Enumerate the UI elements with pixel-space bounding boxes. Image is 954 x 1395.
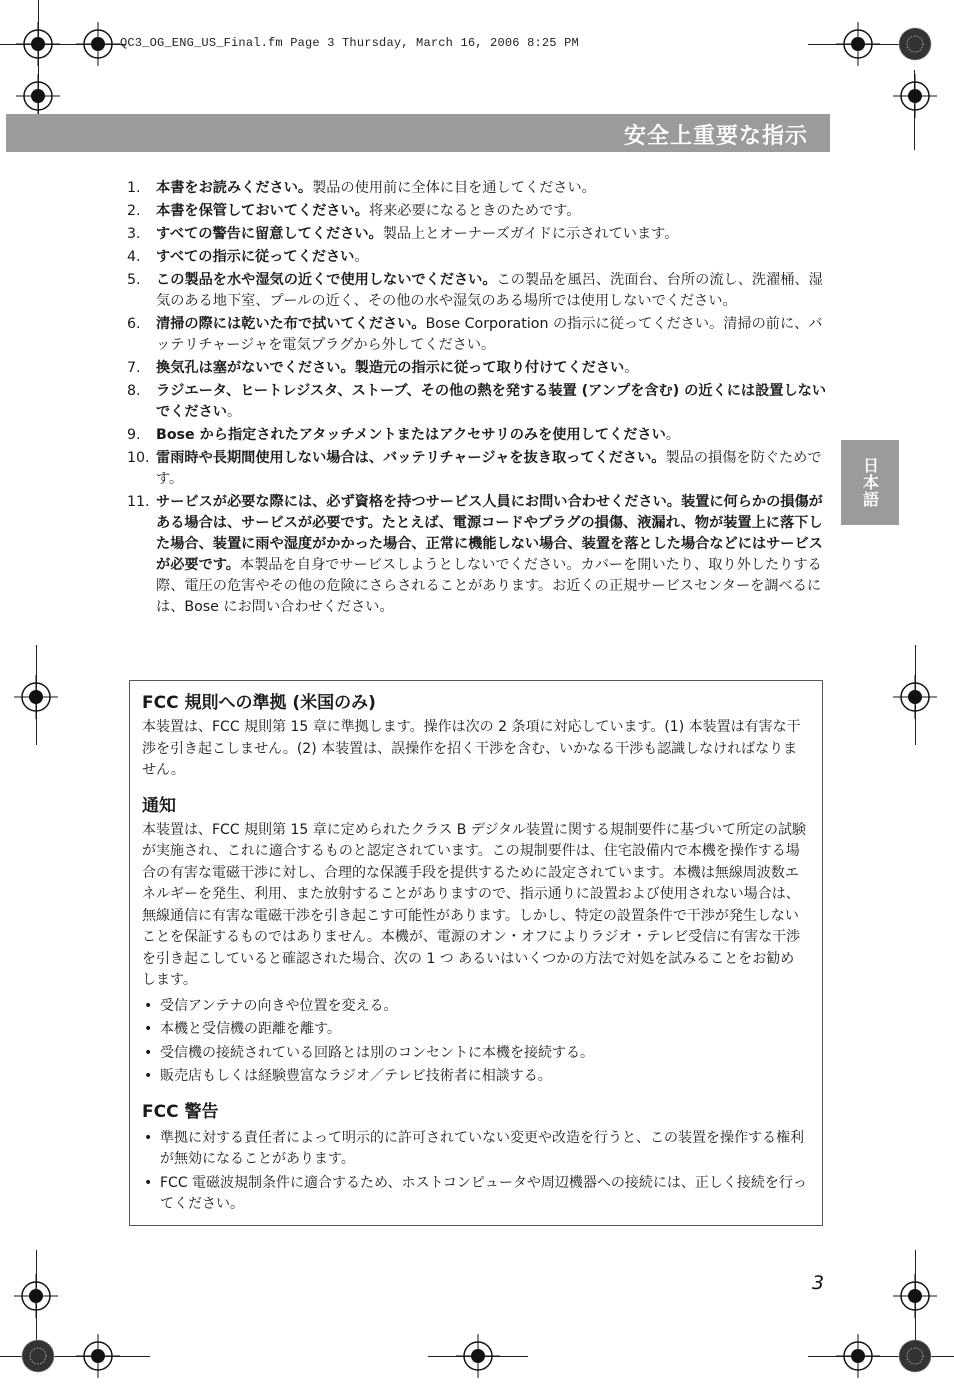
registration-mark-icon <box>893 74 937 118</box>
item-text: 。 <box>624 360 639 376</box>
item-text: 。 <box>226 404 242 420</box>
item-text: 。 <box>665 427 680 443</box>
item-bold-text: 雷雨時や長期間使用しない場合は、バッテリチャージャを抜き取ってください。 <box>156 450 666 466</box>
fcc-heading: FCC 規則への準拠 (米国のみ) <box>142 693 376 713</box>
item-number: 9. <box>127 427 141 443</box>
page-number: 3 <box>812 1272 825 1294</box>
color-bar-wheel-icon <box>893 22 937 66</box>
registration-mark-icon <box>456 1334 500 1378</box>
registration-mark-icon <box>893 675 937 719</box>
item-bold-text: 換気孔は塞がないでください。製造元の指示に従って取り付けてください <box>156 360 625 376</box>
list-item <box>127 448 827 490</box>
color-bar-wheel-icon <box>893 1334 937 1378</box>
item-bold-text: この製品を水や湿気の近くで使用しないでください。 <box>156 272 497 288</box>
list-item <box>127 224 827 245</box>
item-bold-text: 本書をお読みください。 <box>156 180 313 196</box>
list-item: • 販売店もしくは経験豊富なラジオ／テレビ技術者に相談する。 <box>142 1066 808 1088</box>
warning-bullet-list <box>142 1128 808 1216</box>
list-item: • 本機と受信機の距離を離す。 <box>142 1019 808 1041</box>
item-bold-text: サービスが必要な際には、必ず資格を持つサービス人員にお問い合わせください。装置に何らかの損傷がある場合は、サービスが必要です。たとえば、電源コードやプラグの損傷、液漏れ、物が装置上に落下した場合、装置に雨や湿度がかかった場合、正常に機能しない場合、装置を落とした場合などにはサービスが必要です。 <box>156 494 823 573</box>
item-text: Bose Corporation の指示に従ってください。清掃の前に、バッテリチャージャを電気プラグから外してください。 <box>156 316 823 353</box>
list-item <box>127 270 827 312</box>
registration-mark-icon <box>14 675 58 719</box>
item-text: この製品を風呂、洗面台、台所の流し、洗濯桶、湿気のある地下室、プールの近く、その他の水や湿気のある場所では使用しないでください。 <box>156 272 823 309</box>
item-bold-text: Bose から指定されたアタッチメントまたはアクセサリのみを使用してください <box>156 427 666 443</box>
item-bold-text: すべての指示に従ってください <box>156 249 355 265</box>
item-number: 2. <box>127 203 141 219</box>
item-bold-text: 清掃の際には乾いた布で拭いてください。 <box>156 316 426 332</box>
item-number: 11. <box>127 494 150 510</box>
list-item <box>127 201 827 222</box>
list-item: • 準拠に対する責任者によって明示的に許可されていない変更や改造を行うと、この装置を操作する権利が無効になることがあります。 <box>142 1128 808 1171</box>
item-number: 3. <box>127 226 141 242</box>
list-item <box>127 247 827 268</box>
list-item: • 受信機の接続されている回路とは別のコンセントに本機を接続する。 <box>142 1043 808 1065</box>
item-bold-text: 本書を保管しておいてください。 <box>156 203 369 219</box>
item-text: 製品の使用前に全体に目を通してください。 <box>312 180 596 196</box>
item-text: 製品上とオーナーズガイドに示されています。 <box>382 226 679 242</box>
item-number: 5. <box>127 272 141 288</box>
registration-mark-icon <box>836 22 880 66</box>
list-item: • 受信アンテナの向きや位置を変える。 <box>142 996 808 1018</box>
notice-heading: 通知 <box>142 795 176 816</box>
registration-mark-icon <box>16 74 60 118</box>
item-text: 。 <box>354 249 369 265</box>
list-item <box>127 425 827 446</box>
list-item <box>127 314 827 356</box>
item-text: 将来必要になるときのためです。 <box>368 203 581 219</box>
notice-bullet-list <box>142 996 808 1088</box>
item-bold-text: すべての警告に留意してください。 <box>156 226 383 242</box>
item-text: 本製品を自身でサービスしようとしないでください。カバーを開いたり、取り外したりする際、電圧の危害やその他の危険にさらされることがあります。お近くの正規サービスセンターを調べるには、Bose にお問い合わせください。 <box>156 557 822 615</box>
item-number: 1. <box>127 180 141 196</box>
item-number: 4. <box>127 249 141 265</box>
fcc-intro-text: 本装置は、FCC 規則第 15 章に準拠します。操作は次の 2 条項に対応しています。(1) 本装置は有害な干渉を引き起こしません。(2) 本装置は、誤操作を招く干渉を含む、いかなる干渉も認識しなければなりません。 <box>142 719 801 778</box>
fcc-compliance-box <box>129 680 823 1226</box>
registration-mark-icon <box>836 1334 880 1378</box>
print-slug-line: QC3_OG_ENG_US_Final.fm Page 3 Thursday, March 16, 2006 8:25 PM <box>120 36 579 50</box>
list-item: • FCC 電磁波規制条件に適合するため、ホストコンピュータや周辺機器への接続には、正しく接続を行ってください。 <box>142 1173 808 1216</box>
list-item <box>127 492 827 618</box>
section-title: 安全上重要な指示 <box>623 124 808 149</box>
color-bar-wheel-icon <box>16 1334 60 1378</box>
list-item <box>127 358 827 379</box>
item-text: 製品の損傷を防ぐためです。 <box>156 450 822 487</box>
item-bold-text: ラジエータ、ヒートレジスタ、ストーブ、その他の熱を発する装置 (アンプを含む) の近くには設置しないでください <box>156 383 827 420</box>
registration-mark-icon <box>16 22 60 66</box>
registration-mark-icon <box>14 1274 58 1318</box>
list-item <box>127 178 827 199</box>
fcc-warning-heading: FCC 警告 <box>142 1101 219 1122</box>
item-number: 7. <box>127 360 141 376</box>
registration-mark-icon <box>76 22 120 66</box>
item-number: 10. <box>127 450 150 466</box>
registration-mark-icon <box>76 1334 120 1378</box>
registration-mark-icon <box>893 1274 937 1318</box>
list-item <box>127 381 827 423</box>
notice-text: 本装置は、FCC 規則第 15 章に定められたクラス B デジタル装置に関する規制要件に基づいて所定の試験が実施され、これに適合するものと認定されています。この規制要件は、住宅設備内で本機を操作する場合の有害な電磁干渉に対し、合理的な保護手段を提供するために設定されています。本機は無線周波数エネルギーを発生、利用、また放射することがありますので、指示通りに設置および使用されない場合は、無線通信に有害な電磁干渉を引き起こす可能性があります。しかし、特定の設置条件で干渉が発生しないことを保証するものではありません。本機が、電源のオン・オフによりラジオ・テレビ受信に有害な干渉を引き起こしていると確認された場合、次の 1 つ あるいはいくつかの方法で対処を試みることをお勧めします。 <box>142 821 807 988</box>
item-number: 6. <box>127 316 141 332</box>
item-number: 8. <box>127 383 141 399</box>
safety-instructions-list <box>127 178 827 620</box>
language-tab: 日本語 <box>841 440 899 525</box>
section-banner <box>6 114 830 152</box>
